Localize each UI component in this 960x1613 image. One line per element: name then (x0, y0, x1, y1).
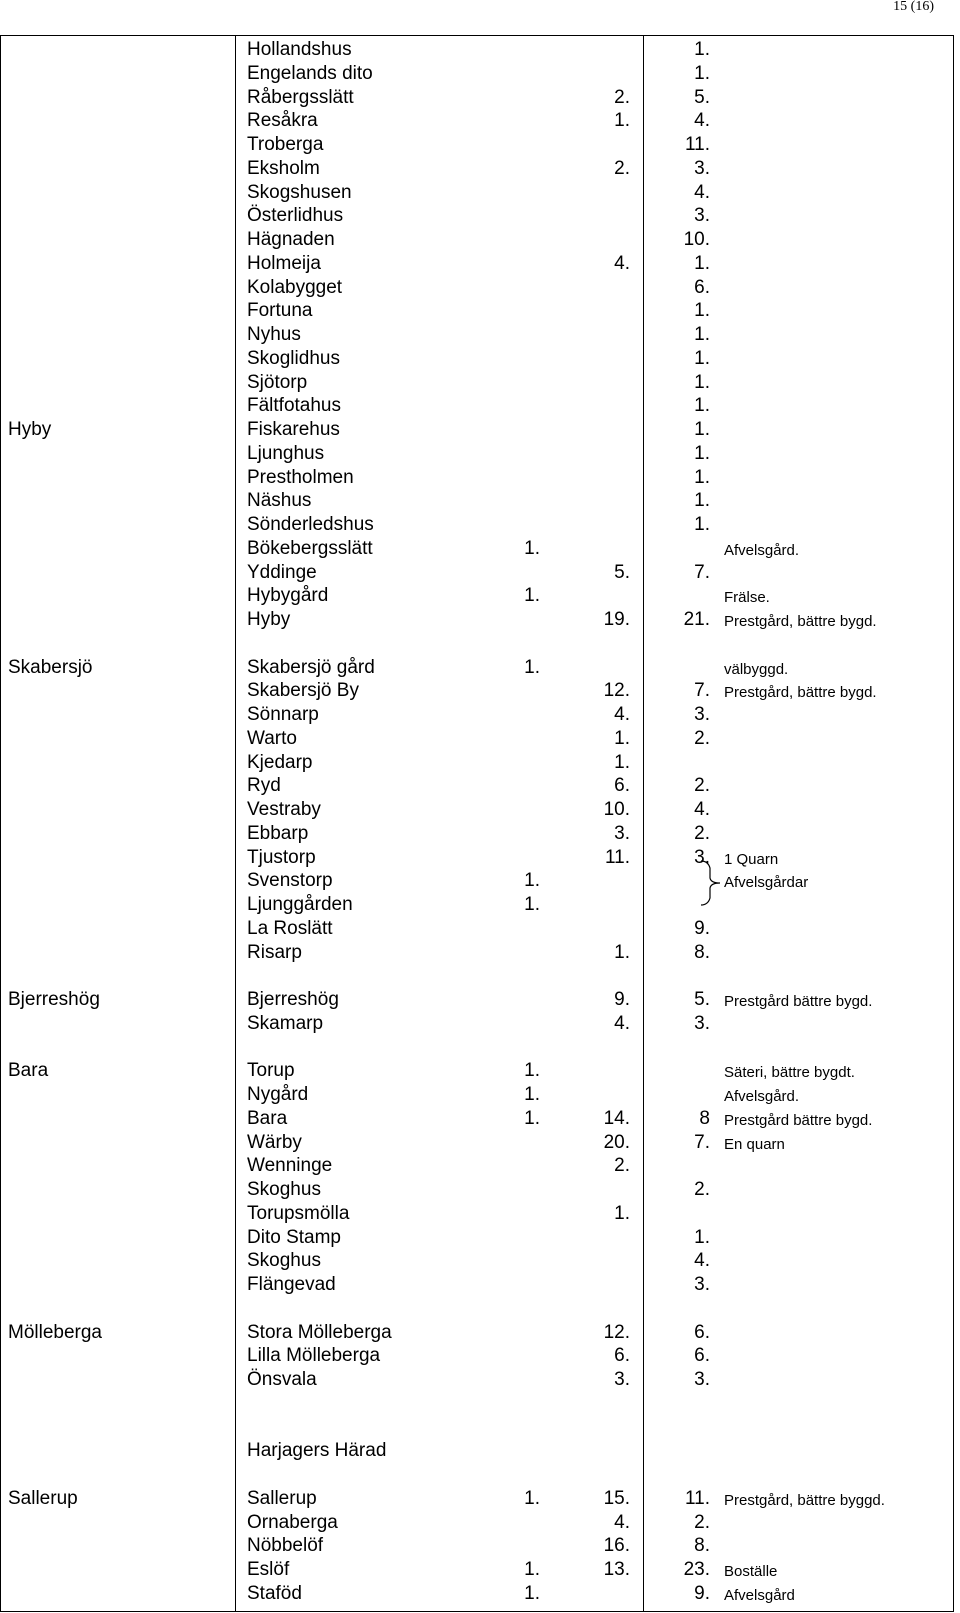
count-col-3: 3. (694, 1274, 710, 1295)
count-col-1: 1. (524, 870, 540, 892)
count-col-2: 2. (614, 1155, 630, 1177)
place-name: Fortuna (247, 300, 313, 322)
place-name: Österlidhus (247, 205, 344, 227)
row-note: 1 Quarn (724, 850, 779, 868)
count-col-2: 4. (614, 252, 630, 274)
count-col-3: 1. (694, 347, 710, 369)
count-col-3: 8. (694, 1535, 710, 1557)
place-name: Skoghus (247, 1179, 321, 1200)
row-note: Prestgård bättre bygd. (724, 993, 873, 1010)
place-name: Ljunghus (247, 442, 325, 464)
count-col-3: 3. (694, 1012, 710, 1034)
place-name: Dito Stamp (247, 1226, 341, 1248)
count-col-3: 2. (694, 775, 710, 797)
column-divider (643, 35, 644, 1612)
row-note: Prestgård, bättre byggd. (724, 1491, 885, 1509)
count-col-1: 1. (524, 1107, 540, 1129)
count-col-3: 1. (694, 395, 710, 417)
place-name: Fiskarehus (247, 419, 340, 440)
count-col-1: 1. (524, 656, 540, 678)
place-name: Skoglidhus (247, 347, 340, 369)
count-col-2: 5. (614, 561, 630, 583)
place-name: Eslöf (247, 1559, 290, 1580)
count-col-1: 1. (524, 1060, 540, 1082)
count-col-2: 16. (603, 1535, 630, 1557)
row-note: Afvelsgårdar (724, 874, 809, 892)
parish-name: Hyby (8, 419, 52, 440)
place-name: Stora Mölleberga (247, 1321, 392, 1343)
count-col-3: 8 (699, 1107, 710, 1129)
place-name: Bara (247, 1107, 288, 1129)
place-name: Sjötorp (247, 371, 308, 393)
place-name: Tjustorp (247, 846, 316, 868)
parish-name: Bjerreshög (8, 989, 100, 1010)
count-col-3: 1. (694, 324, 710, 345)
place-name: Bökebergsslätt (247, 537, 373, 559)
place-name: Ljunggården (247, 894, 353, 915)
place-name: Engelands dito (247, 62, 373, 84)
place-name: Skabersjö gård (247, 656, 375, 678)
count-col-2: 13. (603, 1559, 630, 1580)
count-col-2: 1. (614, 941, 630, 963)
count-col-3: 1. (694, 419, 710, 440)
count-col-1: 1. (524, 537, 540, 559)
count-col-2: 1. (614, 727, 630, 749)
count-col-3: 6. (694, 276, 710, 298)
count-col-3: 2. (694, 727, 710, 749)
count-col-3: 1. (694, 371, 710, 393)
count-col-3: 2. (694, 1179, 710, 1200)
place-name: Skabersjö By (247, 680, 359, 702)
place-name: Nöbbelöf (247, 1535, 324, 1557)
row-note: Prestgård bättre bygd. (724, 1111, 873, 1129)
count-col-3: 1. (694, 466, 710, 488)
count-col-3: 9. (694, 917, 710, 939)
count-col-1: 1. (524, 894, 540, 915)
place-name: Torup (247, 1060, 295, 1082)
place-name: Ebbarp (247, 822, 309, 844)
count-col-2: 2. (614, 86, 630, 108)
table-left-border (0, 35, 1, 1612)
count-col-2: 1. (614, 110, 630, 132)
count-col-3: 4. (694, 799, 710, 820)
place-name: La Roslätt (247, 917, 333, 939)
count-col-3: 1. (694, 1226, 710, 1248)
place-name: Wärby (247, 1131, 302, 1153)
place-name: Lilla Mölleberga (247, 1345, 381, 1367)
count-col-3: 5. (694, 989, 710, 1010)
place-name: Hyby (247, 609, 291, 630)
row-note: Prestgård, bättre bygd. (724, 684, 877, 702)
table-bottom-border (0, 1611, 954, 1612)
count-col-3: 23. (683, 1559, 710, 1580)
place-name: Fältfotahus (247, 395, 341, 417)
count-col-3: 5. (694, 86, 710, 108)
count-col-3: 11. (684, 1487, 710, 1509)
count-col-2: 4. (614, 1511, 630, 1533)
count-col-3: 8. (694, 941, 710, 963)
place-name: Skoghus (247, 1250, 321, 1272)
count-col-1: 1. (524, 585, 540, 607)
count-col-1: 1. (524, 1559, 540, 1580)
table-top-border (0, 35, 954, 36)
count-col-3: 4. (694, 1250, 710, 1272)
column-divider (235, 35, 236, 1612)
place-name: Önsvala (247, 1369, 317, 1390)
place-name: Hybygård (247, 585, 329, 607)
count-col-2: 6. (614, 775, 630, 797)
place-name: Wenninge (247, 1155, 333, 1177)
count-col-3: 2. (694, 1511, 710, 1533)
place-name: Bjerreshög (247, 989, 339, 1010)
count-col-3: 3. (694, 846, 710, 868)
row-note: Boställe (724, 1563, 778, 1580)
table-right-border (953, 35, 954, 1612)
count-col-3: 10. (683, 229, 710, 250)
place-name: Staföd (247, 1582, 302, 1604)
place-name: Eksholm (247, 157, 320, 179)
count-col-2: 3. (614, 822, 630, 844)
count-col-2: 2. (614, 157, 630, 179)
place-name: Sönnarp (247, 704, 319, 725)
row-note: Afvelsgård (724, 1586, 795, 1604)
count-col-3: 9. (694, 1582, 710, 1604)
place-name: Nyhus (247, 324, 301, 345)
count-col-2: 12. (603, 680, 630, 702)
count-col-2: 20. (603, 1131, 630, 1153)
place-name: Råbergsslätt (247, 86, 354, 108)
place-name: Kjedarp (247, 751, 313, 773)
place-name: Nygård (247, 1084, 309, 1105)
count-col-2: 9. (614, 989, 630, 1010)
place-name: Sallerup (247, 1487, 317, 1509)
count-col-2: 6. (614, 1345, 630, 1367)
place-name: Ryd (247, 775, 281, 797)
count-col-2: 4. (614, 704, 630, 725)
place-name: Risarp (247, 941, 302, 963)
count-col-2: 1. (614, 1202, 630, 1224)
parish-name: Mölleberga (8, 1321, 102, 1343)
place-name: Warto (247, 727, 297, 749)
place-name: Resåkra (247, 110, 318, 132)
count-col-1: 1. (524, 1084, 540, 1105)
count-col-2: 1. (614, 751, 630, 773)
count-col-2: 11. (604, 846, 630, 868)
brace-icon (700, 860, 722, 906)
count-col-3: 1. (694, 300, 710, 322)
count-col-3: 4. (694, 110, 710, 132)
count-col-3: 21. (683, 609, 710, 630)
count-col-1: 1. (524, 1582, 540, 1604)
count-col-3: 3. (694, 205, 710, 227)
count-col-3: 7. (694, 561, 710, 583)
count-col-3: 7. (694, 1131, 710, 1153)
count-col-3: 1. (694, 442, 710, 464)
place-name: Hägnaden (247, 229, 335, 250)
count-col-3: 3. (694, 157, 710, 179)
parish-table (0, 35, 954, 1612)
row-note: Afvelsgård. (724, 541, 800, 559)
row-note: välbyggd. (724, 660, 789, 678)
place-name: Troberga (247, 134, 324, 155)
count-col-2: 19. (603, 609, 630, 630)
row-note: Frälse. (724, 589, 770, 607)
place-name: Svenstorp (247, 870, 333, 892)
count-col-3: 7. (694, 680, 710, 702)
count-col-3: 4. (694, 181, 710, 203)
count-col-3: 3. (694, 1369, 710, 1390)
parish-name: Bara (8, 1060, 49, 1082)
place-name: Kolabygget (247, 276, 343, 298)
count-col-3: 2. (694, 822, 710, 844)
count-col-2: 12. (603, 1321, 630, 1343)
count-col-3: 11. (684, 134, 710, 155)
page-number: 15 (16) (893, 0, 934, 14)
place-name: Holmeija (247, 252, 321, 274)
row-note: En quarn (724, 1135, 785, 1153)
row-note: Säteri, bättre bygdt. (724, 1064, 855, 1082)
count-col-3: 1. (694, 514, 710, 535)
place-name: Torupsmölla (247, 1202, 350, 1224)
place-name: Prestholmen (247, 466, 354, 488)
count-col-2: 4. (614, 1012, 630, 1034)
count-col-3: 1. (694, 252, 710, 274)
place-name: Flängevad (247, 1274, 336, 1295)
count-col-2: 3. (614, 1369, 630, 1390)
place-name: Skamarp (247, 1012, 324, 1034)
count-col-3: 3. (694, 704, 710, 725)
parish-name: Skabersjö (8, 656, 93, 678)
count-col-2: 14. (603, 1107, 630, 1129)
count-col-2: 10. (603, 799, 630, 820)
place-name: Yddinge (247, 561, 317, 583)
row-note: Prestgård, bättre bygd. (724, 613, 877, 630)
count-col-3: 1. (694, 62, 710, 84)
place-name: Näshus (247, 490, 312, 512)
count-col-3: 1. (694, 490, 710, 512)
count-col-3: 6. (694, 1321, 710, 1343)
count-col-3: 1. (694, 39, 710, 60)
place-name: Skogshusen (247, 181, 352, 203)
place-name: Sönderledshus (247, 514, 374, 535)
parish-name: Sallerup (8, 1487, 78, 1509)
place-name: Vestraby (247, 799, 321, 820)
place-name: Ornaberga (247, 1511, 338, 1533)
row-note: Afvelsgård. (724, 1088, 800, 1105)
count-col-2: 15. (603, 1487, 630, 1509)
place-name: Harjagers Härad (247, 1440, 387, 1462)
count-col-1: 1. (524, 1487, 540, 1509)
place-name: Hollandshus (247, 39, 352, 60)
count-col-3: 6. (694, 1345, 710, 1367)
